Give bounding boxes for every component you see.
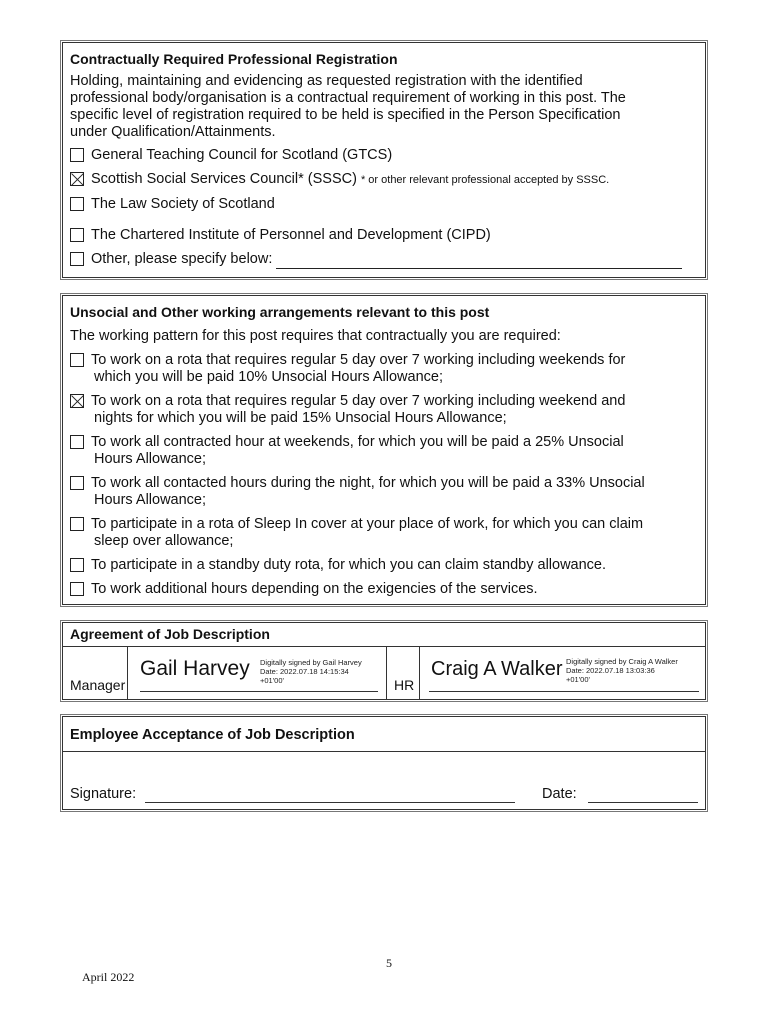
employee-date-field[interactable] bbox=[588, 802, 698, 803]
option-other[interactable] bbox=[70, 251, 698, 269]
option-text bbox=[91, 475, 698, 509]
manager-signature-name: Gail Harvey bbox=[140, 657, 250, 680]
option-law-society[interactable] bbox=[70, 196, 698, 213]
option-text bbox=[91, 251, 698, 269]
intro-line: Holding, maintaining and evidencing as requested registration with the identified bbox=[70, 73, 583, 89]
option-text bbox=[91, 171, 698, 189]
option-checkbox[interactable] bbox=[70, 558, 84, 572]
meta-line: +01'00' bbox=[260, 676, 284, 685]
option-checkbox[interactable] bbox=[70, 517, 84, 531]
acceptance-row bbox=[63, 752, 705, 809]
hr-signature-meta bbox=[566, 657, 678, 684]
cipd-checkbox[interactable] bbox=[70, 228, 84, 242]
manager-signature-line bbox=[140, 691, 378, 692]
unsocial-option[interactable] bbox=[70, 352, 698, 386]
unsocial-title: Unsocial and Other working arrangements relevant to this post bbox=[70, 304, 490, 320]
acceptance-title: Employee Acceptance of Job Description bbox=[70, 727, 355, 743]
option-gtcs[interactable] bbox=[70, 147, 698, 164]
agreement-section bbox=[62, 622, 706, 700]
hr-signature-line bbox=[429, 691, 699, 692]
registration-title: Contractually Required Professional Registration bbox=[70, 51, 398, 67]
meta-line: Digitally signed by Craig A Walker bbox=[566, 657, 678, 666]
employee-signature-field[interactable] bbox=[145, 802, 515, 803]
agreement-header bbox=[63, 623, 705, 647]
other-specify-field[interactable] bbox=[276, 251, 682, 269]
option-label: General Teaching Council for Scotland (GTCS) bbox=[91, 147, 393, 163]
acceptance-header bbox=[63, 717, 705, 752]
option-line: To work all contacted hours during the night, for which you will be paid a 33% Unsocial bbox=[91, 475, 645, 491]
option-sssc[interactable] bbox=[70, 171, 698, 189]
agreement-title: Agreement of Job Description bbox=[70, 626, 270, 642]
agreement-row bbox=[63, 647, 705, 699]
sssc-checkbox[interactable] bbox=[70, 172, 84, 186]
option-checkbox[interactable] bbox=[70, 435, 84, 449]
acceptance-section bbox=[62, 716, 706, 810]
option-line: To participate in a rota of Sleep In cover at your place of work, for which you can claim bbox=[91, 516, 644, 532]
meta-line: +01'00' bbox=[566, 675, 590, 684]
unsocial-intro: The working pattern for this post requires that contractually you are required: bbox=[70, 328, 561, 344]
option-line: Hours Allowance; bbox=[94, 492, 207, 508]
option-checkbox[interactable] bbox=[70, 582, 84, 596]
option-line: To participate in a standby duty rota, for which you can claim standby allowance. bbox=[91, 557, 607, 573]
option-label: Other, please specify below: bbox=[91, 251, 273, 267]
option-line: To work all contracted hour at weekends, for which you will be paid a 25% Unsocial bbox=[91, 434, 624, 450]
option-label: The Chartered Institute of Personnel and Development (CIPD) bbox=[91, 227, 491, 243]
meta-line: Date: 2022.07.18 13:03:36 bbox=[566, 666, 655, 675]
gtcs-checkbox[interactable] bbox=[70, 148, 84, 162]
signature-label: Signature: bbox=[70, 786, 137, 802]
meta-line: Digitally signed by Gail Harvey bbox=[260, 658, 362, 667]
sssc-note: * or other relevant professional accepted by SSSC. bbox=[360, 174, 610, 186]
registration-intro bbox=[70, 73, 698, 141]
intro-line: under Qualification/Attainments. bbox=[70, 124, 276, 140]
manager-signature-field[interactable] bbox=[127, 647, 386, 699]
intro-line: specific level of registration required to be held is specified in the Person Specification bbox=[70, 107, 621, 123]
hr-signature-name: Craig A Walker bbox=[431, 658, 563, 680]
registration-section bbox=[62, 42, 706, 278]
option-checkbox[interactable] bbox=[70, 353, 84, 367]
unsocial-section bbox=[62, 295, 706, 605]
option-label: Scottish Social Services Council* (SSSC) bbox=[91, 171, 357, 187]
option-text bbox=[91, 434, 698, 468]
option-checkbox[interactable] bbox=[70, 476, 84, 490]
unsocial-option[interactable] bbox=[70, 393, 698, 427]
option-label: The Law Society of Scotland bbox=[91, 196, 275, 212]
manager-label: Manager bbox=[70, 677, 126, 693]
page-number: 5 bbox=[386, 956, 392, 970]
hr-signature-field[interactable] bbox=[419, 647, 703, 699]
option-line: To work on a rota that requires regular 5 day over 7 working including weekends for bbox=[91, 352, 626, 368]
intro-line: professional body/organisation is a contractual requirement of working in this post. The bbox=[70, 90, 626, 106]
date-label: Date: bbox=[542, 786, 577, 802]
unsocial-option[interactable] bbox=[70, 557, 698, 574]
manager-signature-meta bbox=[260, 658, 362, 685]
other-checkbox[interactable] bbox=[70, 252, 84, 266]
option-text bbox=[91, 516, 698, 550]
option-line: To work on a rota that requires regular 5 day over 7 working including weekend and bbox=[91, 393, 626, 409]
footer-date: April 2022 bbox=[82, 970, 135, 984]
unsocial-option[interactable] bbox=[70, 516, 698, 550]
unsocial-option[interactable] bbox=[70, 475, 698, 509]
unsocial-option[interactable] bbox=[70, 581, 698, 598]
option-text bbox=[91, 393, 698, 427]
cell-divider bbox=[386, 647, 387, 699]
option-text bbox=[91, 352, 698, 386]
option-checkbox[interactable] bbox=[70, 394, 84, 408]
law-society-checkbox[interactable] bbox=[70, 197, 84, 211]
unsocial-option[interactable] bbox=[70, 434, 698, 468]
option-line: Hours Allowance; bbox=[94, 451, 207, 467]
option-line: To work additional hours depending on the exigencies of the services. bbox=[91, 581, 538, 597]
hr-label: HR bbox=[394, 677, 415, 693]
option-line: nights for which you will be paid 15% Unsocial Hours Allowance; bbox=[94, 410, 507, 426]
option-line: sleep over allowance; bbox=[94, 533, 234, 549]
meta-line: Date: 2022.07.18 14:15:34 bbox=[260, 667, 349, 676]
option-cipd[interactable] bbox=[70, 227, 698, 244]
option-line: which you will be paid 10% Unsocial Hours Allowance; bbox=[94, 369, 443, 385]
